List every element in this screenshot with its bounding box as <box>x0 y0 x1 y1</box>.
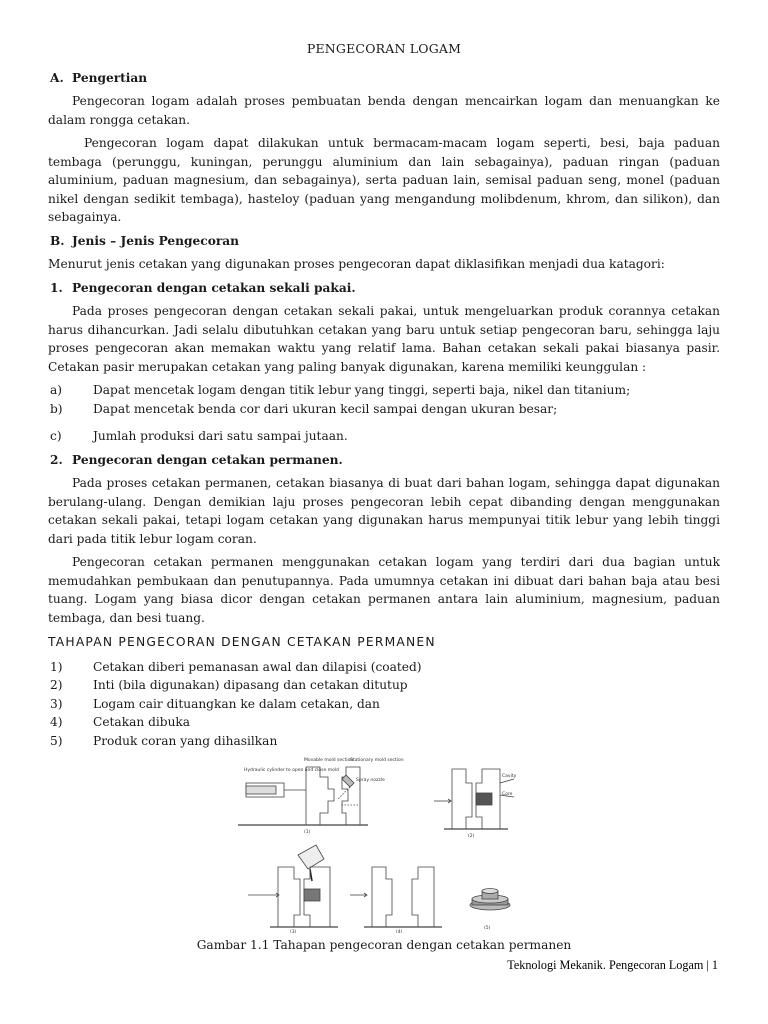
list-item <box>48 658 720 677</box>
list-item <box>48 695 720 714</box>
section-b-intro: Menurut jenis cetakan yang digunakan proses pengecoran dapat diklasifikan menjadi dua katagori: <box>48 257 665 271</box>
figure-permanent-mold-stages <box>48 755 720 933</box>
stages-heading: TAHAPAN PENGECORAN DENGAN CETAKAN PERMANEN <box>48 635 436 649</box>
list-item <box>48 381 720 400</box>
list-item-text: Jumlah produksi dari satu sampai jutaan. <box>93 429 348 443</box>
list-item-marker: 4) <box>50 715 63 729</box>
section-a-paragraph-1: Pengecoran logam adalah proses pembuatan benda dengan mencairkan logam dan menuangkan ke dalam rongga cetakan. <box>48 94 720 127</box>
label-cavity: Cavity <box>502 774 517 779</box>
section-b-marker: B. <box>50 233 65 248</box>
section-a-heading-text: Pengertian <box>72 70 148 85</box>
label-core: Core <box>502 792 513 797</box>
subsection-1-heading <box>48 279 720 298</box>
list-item-text: Cetakan diberi pemanasan awal dan dilapisi (coated) <box>93 659 422 674</box>
subsection-1-heading-text: Pengecoran dengan cetakan sekali pakai. <box>72 280 356 295</box>
subsection-1-paragraph: Pada proses pengecoran dengan cetakan sekali pakai, untuk mengeluarkan produk corannya cetakan harus dihancurkan. Jadi selalu dibutuhkan cetakan yang baru untuk setiap pengecoran baru, sehingga laju proses pengecoran akan memakan waktu yang relatif lama. Bahan cetakan sekali pakai biasanya pasir. Cetakan pasir merupakan cetakan yang paling banyak digunakan, karena memiliki keunggulan : <box>48 304 720 374</box>
panel-5-drawing <box>470 889 510 911</box>
page-footer: Teknologi Mekanik. Pengecoran Logam | 1 <box>507 958 718 972</box>
label-movable: Movable mold section <box>304 758 354 763</box>
list-item <box>48 713 720 732</box>
label-spray: Spray nozzle <box>356 778 385 783</box>
list-item-text: Inti (bila digunakan) dipasang dan cetakan ditutup <box>93 678 408 692</box>
list-item-marker: 2) <box>50 678 63 692</box>
panel-label-2: (2) <box>468 834 475 839</box>
list-item <box>48 732 720 751</box>
stages-list <box>48 658 720 751</box>
panel-1-drawing <box>238 767 368 825</box>
figure-caption: Gambar 1.1 Tahapan pengecoran dengan cetakan permanen <box>196 938 572 952</box>
section-a-paragraph-2: Pengecoran logam dapat dilakukan untuk bermacam-macam logam seperti, besi, baja paduan tembaga (perunggu, kuningan, perunggu aluminium dan lain sebagainya), paduan ringan (paduan aluminium, paduan magnesium, dan sebagainya), serta paduan lain, semisal paduan seng, monel (paduan nikel dengan sedikit tembaga), hasteloy (paduan yang mengandung molibdenum, khrom, dan silikon), dan sebagainya. <box>48 136 720 224</box>
list-item-marker: c) <box>50 429 62 443</box>
label-stationary: Stationary mold section <box>350 758 404 763</box>
list-item-marker: a) <box>50 383 63 397</box>
list-item-text: Produk coran yang dihasilkan <box>93 733 278 748</box>
subsection-2-paragraph-2: Pengecoran cetakan permanen menggunakan cetakan logam yang terdiri dari dua bagian untuk memudahkan pembukaan dan penutupannya. Pada umumnya cetakan ini dibuat dari bahan baja atau besi tuang. Logam yang biasa dicor dengan cetakan permanen antara lain aluminium, magnesium, paduan tembaga, dan besi tuang. <box>48 555 720 625</box>
subsection-2-heading <box>48 451 720 470</box>
list-item-marker: 3) <box>50 696 63 711</box>
list-item-marker: b) <box>50 401 63 416</box>
panel-4-drawing <box>350 867 442 927</box>
list-item <box>48 400 720 419</box>
list-item-marker: 1) <box>50 659 63 674</box>
label-hydraulic: Hydraulic cylinder to open and close mold <box>244 768 339 773</box>
subsection-1-marker: 1. <box>50 280 63 295</box>
panel-label-1: (1) <box>304 830 311 835</box>
document-title: PENGECORAN LOGAM <box>306 41 462 56</box>
permanent-mold-diagram <box>238 755 528 933</box>
list-item <box>48 427 720 446</box>
list-item-text: Cetakan dibuka <box>93 715 191 729</box>
panel-3-drawing <box>248 845 338 927</box>
section-b-heading-text: Jenis – Jenis Pengecoran <box>72 233 240 248</box>
panel-label-3: (3) <box>290 930 297 933</box>
section-a-heading <box>48 69 720 88</box>
panel-label-5: (5) <box>484 926 491 931</box>
list-item-marker: 5) <box>50 733 63 748</box>
list-item-text: Dapat mencetak benda cor dari ukuran kecil sampai dengan ukuran besar; <box>93 401 558 416</box>
subsection-2-heading-text: Pengecoran dengan cetakan permanen. <box>72 452 343 467</box>
subsection-2-paragraph-1: Pada proses cetakan permanen, cetakan biasanya di buat dari bahan logam, sehingga dapat digunakan berulang-ulang. Dengan demikian laju proses pengecoran lebih cepat dibanding dengan menggunakan cetakan sekali pakai, tetapi logam cetakan yang digunakan harus mempunyai titik lebur yang lebih tinggi dari pada titik lebur logam coran. <box>48 476 720 546</box>
list-item-text: Logam cair dituangkan ke dalam cetakan, dan <box>93 696 380 711</box>
list-item <box>48 676 720 695</box>
list-item-text: Dapat mencetak logam dengan titik lebur yang tinggi, seperti baja, nikel dan titanium; <box>93 383 631 397</box>
subsection-2-marker: 2. <box>50 452 63 467</box>
advantages-list <box>48 381 720 446</box>
panel-label-4: (4) <box>396 930 403 933</box>
section-b-heading <box>48 232 720 251</box>
section-a-marker: A. <box>50 70 64 85</box>
